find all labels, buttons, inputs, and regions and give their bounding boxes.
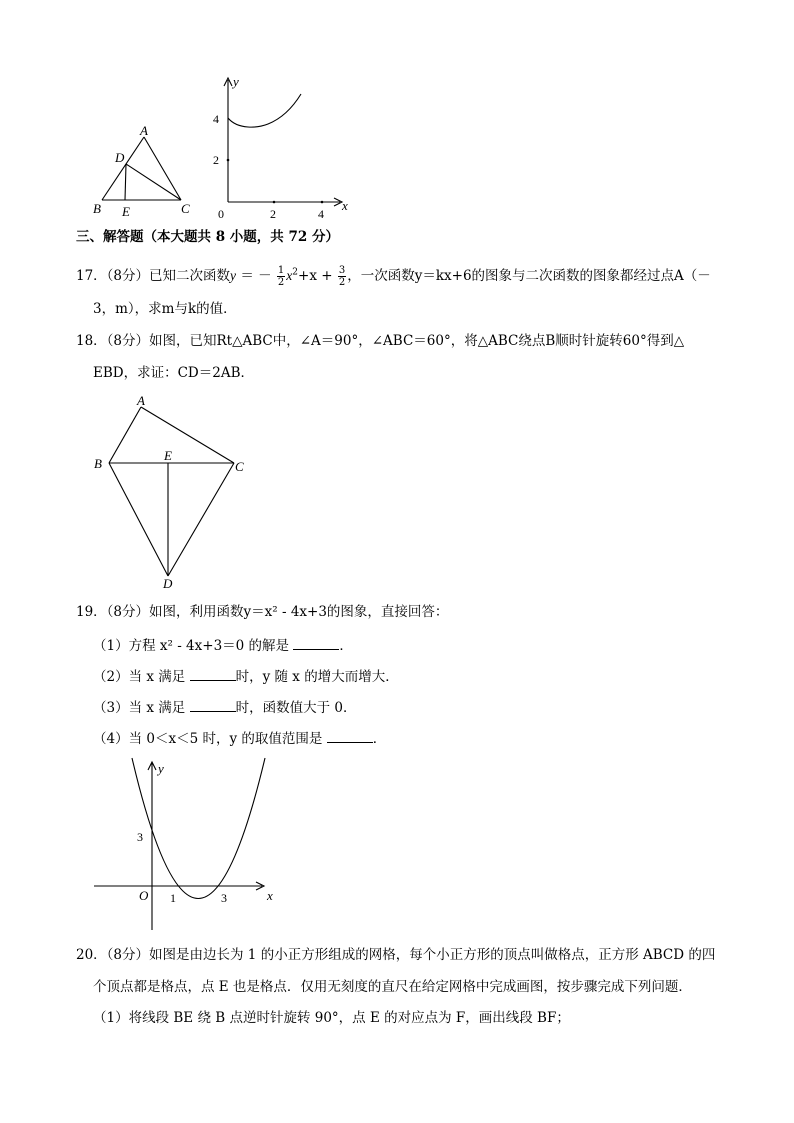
- q19-part4: [93, 731, 386, 747]
- label-a: A: [137, 393, 145, 408]
- tick-label-x4: 4: [318, 207, 324, 221]
- axis-label-x: x: [342, 198, 348, 213]
- label-c: C: [181, 201, 190, 216]
- q17-eq: ＝ －: [240, 268, 272, 284]
- label-a: A: [140, 123, 148, 138]
- triangle-figure: [88, 122, 200, 222]
- q19-part3-end: 时，函数值大于 0．: [235, 700, 357, 716]
- side-ac: [144, 137, 181, 200]
- y-intercept-label: 3: [137, 830, 143, 844]
- q17-y: y: [230, 268, 237, 283]
- axis-label-x: x: [267, 888, 273, 903]
- q19-part4-text: （4）当 0＜x＜5 时，y 的取值范围是: [93, 731, 323, 747]
- q17-fraction-1: [277, 265, 285, 288]
- root-label-1: 1: [170, 891, 176, 905]
- tick-y2: [227, 159, 230, 162]
- q19-part2-end: 时，y 随 x 的增大而增大．: [235, 669, 399, 685]
- q19-part3-text: （3）当 x 满足: [93, 700, 186, 716]
- q17-rest: ，一次函数y＝kx+6的图象与二次函数的图象都经过点A（－: [347, 268, 711, 284]
- q17-line2: 3，m），求m与k的值．: [93, 301, 237, 317]
- segment-de: [125, 164, 126, 200]
- q19-answer-blank-2[interactable]: [190, 669, 236, 681]
- q17-fraction-2: [338, 265, 346, 288]
- side-cd: [168, 463, 234, 576]
- q19-answer-blank-4[interactable]: [327, 731, 373, 743]
- frac1-num: 1: [277, 265, 285, 276]
- q19-part2-text: （2）当 x 满足: [93, 669, 186, 685]
- q17-plus: +x +: [298, 268, 333, 284]
- label-e: E: [164, 448, 172, 463]
- q19-part1-end: ．: [339, 638, 353, 654]
- label-b: B: [94, 456, 102, 471]
- q18-line2: EBD，求证：CD＝2AB．: [93, 365, 255, 381]
- section-heading: 三、解答题（本大题共 8 小题，共 72 分）: [76, 229, 339, 245]
- label-b: B: [93, 201, 101, 216]
- function-graph-figure: [208, 72, 358, 222]
- frac1-den: 2: [277, 277, 285, 288]
- tick-label-y2: 2: [213, 153, 219, 167]
- q19-part4-end: ．: [372, 731, 387, 747]
- q17-line1: 17．（8分）已知二次函数y ＝ － $\frac{1}{2}$ $x^2+x$ + $\frac{3}{2}$ ，一次函数y＝kx+6的图象与二次函数的图象都经过点A（－: [76, 265, 711, 288]
- side-bd: [109, 463, 168, 576]
- segment-dc: [126, 164, 181, 200]
- label-d: D: [163, 576, 173, 591]
- q20-line2: 个顶点都是格点，点 E 也是格点．仅用无刻度的直尺在给定网格中完成画图，按步骤完成下列问题．: [93, 979, 692, 995]
- frac2-den: 2: [338, 277, 346, 288]
- frac2-num: 3: [338, 265, 346, 276]
- q19-stem: 19．（8分）如图，利用函数y＝x² - 4x+3的图象，直接回答：: [76, 604, 449, 620]
- tick-label-y4: 4: [213, 112, 219, 126]
- root-label-3: 3: [221, 891, 227, 905]
- axis-label-y: y: [158, 761, 164, 776]
- q17-number: 17．（8分）已知二次函数: [76, 268, 231, 284]
- q17-x2: x: [286, 268, 293, 283]
- label-d: D: [115, 150, 125, 165]
- tick-x2: [273, 201, 276, 204]
- q19-answer-blank-3[interactable]: [190, 700, 236, 712]
- tick-x4: [321, 201, 324, 204]
- label-c: C: [235, 459, 244, 474]
- q20-line1: 20．（8分）如图是由边长为 1 的小正方形组成的网格，每个小正方形的顶点叫做格点，正方形 ABCD 的四: [76, 947, 716, 963]
- side-ab: [102, 137, 144, 200]
- origin-label: 0: [218, 207, 224, 221]
- side-ab: [109, 407, 141, 463]
- q19-part3: [93, 700, 356, 716]
- q20-line3: （1）将线段 BE 绕 B 点逆时针旋转 90°，点 E 的对应点为 F，画出线段 BF；: [93, 1010, 570, 1026]
- q19-part2: [93, 669, 399, 685]
- tick-label-x2: 2: [270, 207, 276, 221]
- axis-label-y: y: [233, 74, 239, 89]
- parabola-figure: [92, 757, 282, 937]
- origin-label: O: [139, 888, 149, 903]
- q18-line1: 18．（8分）如图，已知Rt△ABC中，∠A＝90°，∠ABC＝60°，将△ABC绕点B顺时针旋转60°得到△: [76, 333, 685, 349]
- q19-part1-text: （1）方程 x² - 4x+3＝0 的解是: [93, 638, 290, 654]
- q19-part1: [93, 638, 353, 654]
- label-e: E: [122, 204, 130, 219]
- q19-answer-blank-1[interactable]: [293, 638, 339, 650]
- curve: [228, 94, 301, 127]
- side-ac: [141, 407, 234, 463]
- kite-figure: [88, 388, 258, 593]
